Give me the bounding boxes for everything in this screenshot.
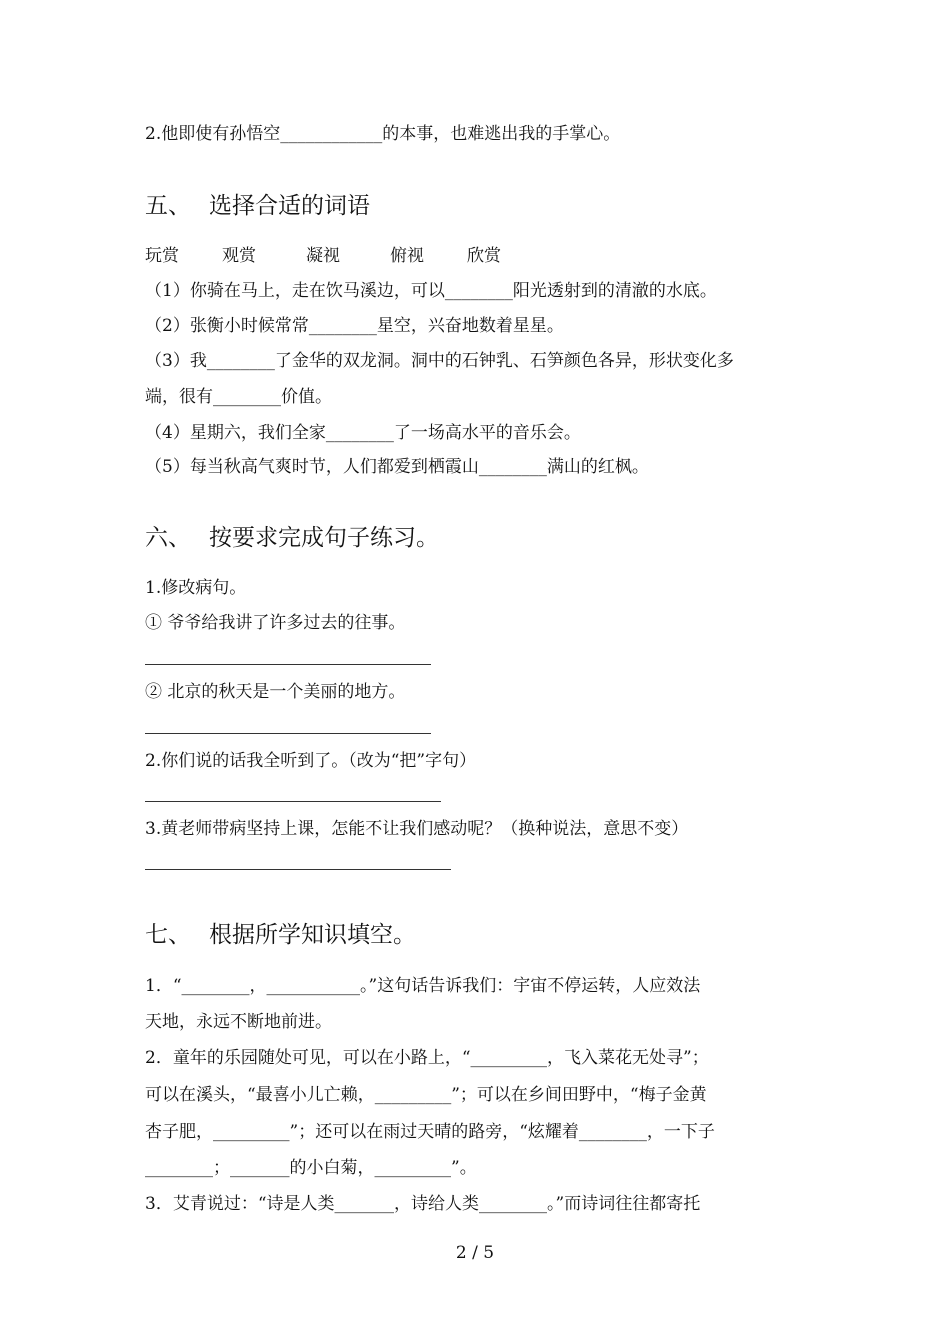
section-six-title: 按要求完成句子练习。 [209,525,439,551]
word-option: 玩赏 [145,246,179,266]
section-six-number: 六、 [145,525,191,551]
knowledge-question-2-line-3: 杏子肥，_________”；还可以在雨过天晴的路旁，“炫耀着________，一下子 [145,1122,715,1142]
knowledge-question-3: 3．艾青说过：“诗是人类_______，诗给人类________。”而诗词往往都寄托 [145,1194,701,1214]
knowledge-question-1-continued: 天地，永远不断地前进。 [145,1012,332,1032]
word-option: 俯视 [390,246,424,266]
answer-line [145,733,431,734]
exercise-1-heading: 1.修改病句。 [145,578,247,598]
page-number: 2 / 5 [455,1243,495,1263]
word-option: 观赏 [222,246,256,266]
exercise-3-prompt: 3.黄老师带病坚持上课，怎能不让我们感动呢？（换种说法，意思不变） [145,819,689,839]
word-bank [145,244,501,268]
fill-in-question-3-continued: 端，很有________价值。 [145,387,332,407]
fill-in-question-2: （2）张衡小时候常常________星空，兴奋地数着星星。 [145,316,564,336]
knowledge-question-2-line-2: 可以在溪头，“最喜小儿亡赖，_________”；可以在乡间田野中，“梅子金黄 [145,1085,707,1105]
section-seven-title: 根据所学知识填空。 [209,922,416,948]
answer-line [145,664,431,665]
section-seven-heading [145,920,416,950]
answer-line [145,869,451,870]
word-option: 欣赏 [467,246,501,266]
knowledge-question-1: 1．“________，___________。”这句话告诉我们：宇宙不停运转，人应效法 [145,976,701,996]
knowledge-question-2: 2．童年的乐园随处可见，可以在小路上，“_________，飞入菜花无处寻”； [145,1048,709,1068]
answer-line [145,801,441,802]
section-five-heading [145,191,370,221]
section-five-title: 选择合适的词语 [209,193,370,219]
section-six-heading [145,523,439,553]
faulty-sentence-1: ① 爷爷给我讲了许多过去的往事。 [145,613,406,633]
faulty-sentence-2: ② 北京的秋天是一个美丽的地方。 [145,682,406,702]
section-five-number: 五、 [145,193,191,219]
word-option: 凝视 [306,246,340,266]
section-seven-number: 七、 [145,922,191,948]
fill-in-question-1: （1）你骑在马上，走在饮马溪边，可以________阳光透射到的清澈的水底。 [145,281,717,301]
fill-in-question-3: （3）我________了金华的双龙洞。洞中的石钟乳、石笋颜色各异，形状变化多 [145,351,734,371]
exercise-2-prompt: 2.你们说的话我全听到了。（改为“把”字句） [145,751,477,771]
fill-in-question-4: （4）星期六，我们全家________了一场高水平的音乐会。 [145,423,581,443]
fill-in-question-5: （5）每当秋高气爽时节，人们都爱到栖霞山________满山的红枫。 [145,457,649,477]
sentence-sun-wukong: 2.他即使有孙悟空____________的本事，也难逃出我的手掌心。 [145,124,621,144]
knowledge-question-2-line-4: ________；_______的小白菊，_________”。 [145,1158,477,1178]
